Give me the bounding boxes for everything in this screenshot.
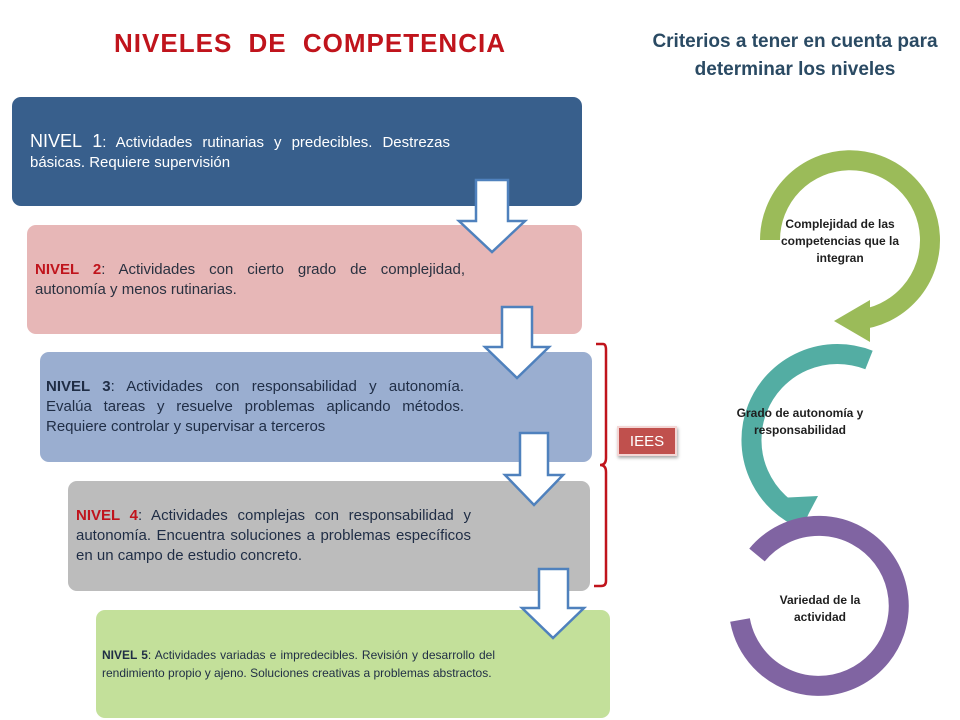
level-3-name: NIVEL 3 <box>46 378 111 395</box>
level-4-name: NIVEL 4 <box>76 507 138 524</box>
page-title: NIVELES DE COMPETENCIA <box>114 28 506 58</box>
down-arrow-icon <box>485 307 549 378</box>
level-1-description: : Actividades rutinarias y predecibles. Destrezas básicas. Requiere supervisión <box>30 133 450 171</box>
criterion-2-label: Grado de autonomía y responsabilidad <box>736 406 864 437</box>
criterion-3-label: Variedad de la actividad <box>779 593 861 624</box>
iees-badge: IEES <box>617 426 677 456</box>
ring-arrowhead-icon <box>834 300 870 342</box>
level-5-description: : Actividades variadas e impredecibles. Revisión y desarrollo del rendimiento propio y ajeno. Soluciones creativas a problemas abstractos. <box>102 648 495 680</box>
levels-bracket <box>594 344 606 586</box>
level-1-name: NIVEL 1 <box>30 130 103 151</box>
down-arrow-icon <box>505 433 563 505</box>
down-arrow-icon <box>522 569 584 638</box>
down-arrow-icon <box>459 180 525 252</box>
level-3-description: : Actividades con responsabilidad y autonomía. Evalúa tareas y resuelve problemas aplicando métodos. Requiere controlar y supervisar a terceros <box>46 378 464 435</box>
criteria-title: Criterios a tener en cuenta para determinar los niveles <box>652 31 938 80</box>
level-5-name: NIVEL 5 <box>102 648 148 662</box>
level-2-description: : Actividades con cierto grado de complejidad, autonomía y menos rutinarias. <box>35 260 465 298</box>
level-4-description: : Actividades complejas con responsabilidad y autonomía. Encuentra soluciones a problemas específicos en un campo de estudio concreto. <box>76 507 471 564</box>
criterion-1-label: Complejidad de las competencias que la integran <box>780 217 900 265</box>
level-2-name: NIVEL 2 <box>35 260 102 278</box>
